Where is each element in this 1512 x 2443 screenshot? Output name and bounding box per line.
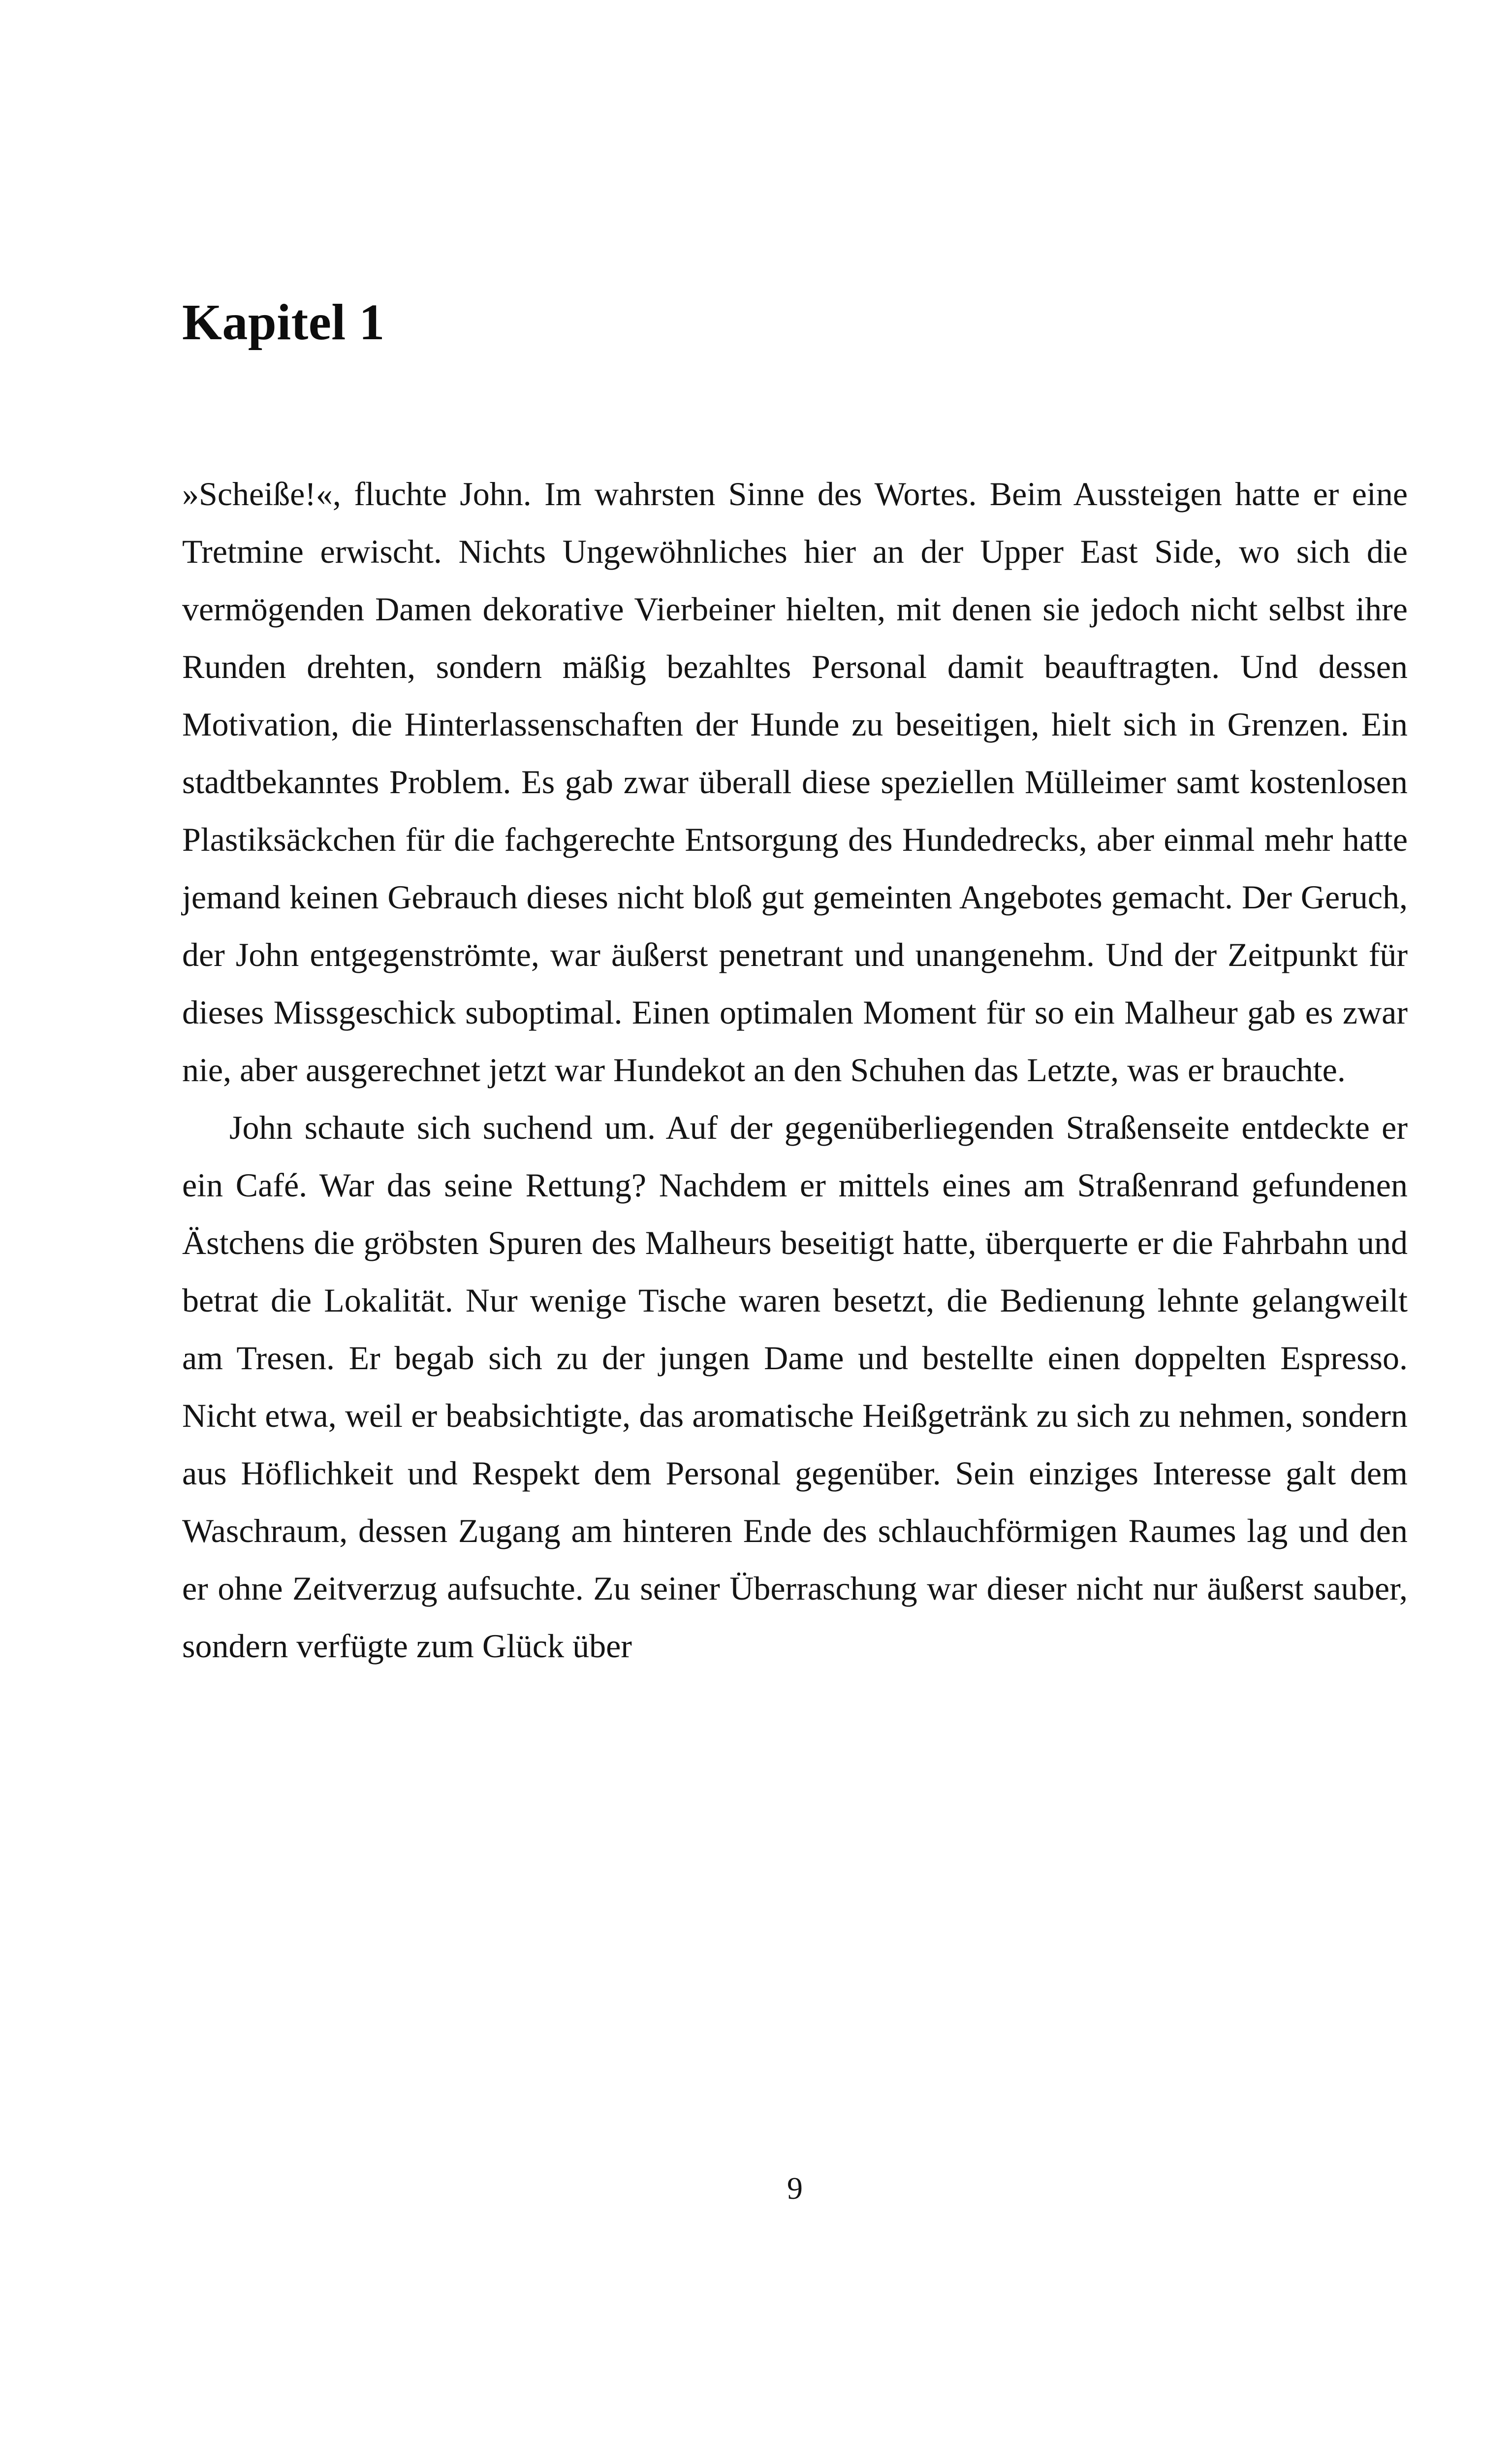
- chapter-heading: Kapitel 1: [182, 294, 385, 351]
- page-number: 9: [787, 2171, 803, 2206]
- body-paragraph: John schaute sich suchend um. Auf der gegenüberliegenden Straßenseite entdeckte er ein Café. War das seine Rettung? Nachdem er mittels eines am Straßenrand gefundenen Ästchens die gröbsten Spuren des Malheurs beseitigt hatte, überquerte er die Fahrbahn und betrat die Lokalität. Nur wenige Tische waren besetzt, die Bedienung lehnte gelangweilt am Tresen. Er begab sich zu der jungen Dame und bestellte einen doppelten Espresso. Nicht etwa, weil er beabsichtigte, das aromatische Heißgetränk zu sich zu nehmen, sondern aus Höflichkeit und Respekt dem Personal gegenüber. Sein einziges Interesse galt dem Waschraum, dessen Zugang am hinteren Ende des schlauchförmigen Raumes lag und den er ohne Zeitverzug aufsuchte. Zu seiner Überraschung war dieser nicht nur äußerst sauber, sondern verfügte zum Glück über: [182, 1109, 1408, 1665]
- body-text: [182, 465, 1408, 1675]
- body-paragraph: »Scheiße!«, fluchte John. Im wahrsten Sinne des Wortes. Beim Aussteigen hatte er eine Tretmine erwischt. Nichts Ungewöhnliches hier an der Upper East Side, wo sich die vermögenden Damen dekorative Vierbeiner hielten, mit denen sie jedoch nicht selbst ihre Runden drehten, sondern mäßig bezahltes Personal damit beauftragten. Und dessen Motivation, die Hinterlassenschaften der Hunde zu beseitigen, hielt sich in Grenzen. Ein stadtbekanntes Problem. Es gab zwar überall diese speziellen Mülleimer samt kostenlosen Plastiksäckchen für die fachgerechte Entsorgung des Hundedrecks, aber einmal mehr hatte jemand keinen Gebrauch dieses nicht bloß gut gemeinten Angebotes gemacht. Der Geruch, der John entgegenströmte, war äußerst penetrant und unangenehm. Und der Zeitpunkt für dieses Missgeschick suboptimal. Einen optimalen Moment für so ein Malheur gab es zwar nie, aber ausgerechnet jetzt war Hundekot an den Schuhen das Letzte, was er brauchte.: [182, 475, 1408, 1089]
